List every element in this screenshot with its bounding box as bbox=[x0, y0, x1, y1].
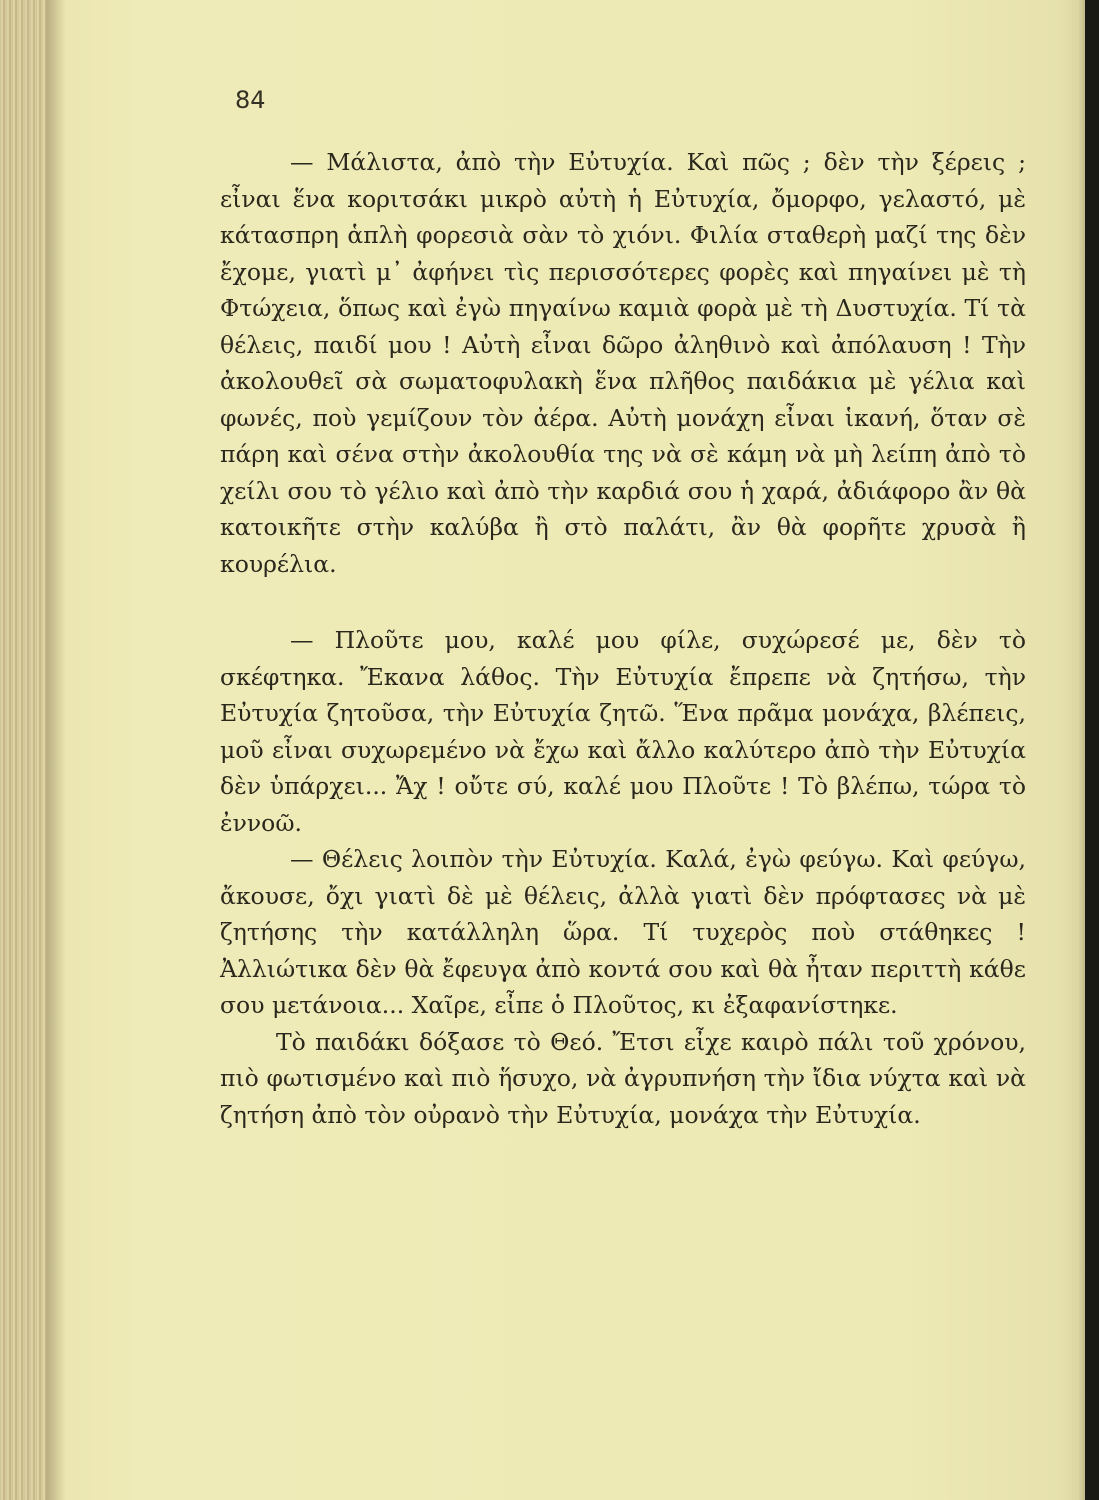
paragraph-2: — Πλοῦτε μου, καλέ μου φίλε, συχώρεσέ με, δὲν τὸ σκέφτηκα. Ἔκανα λάθος. Τὴν Εὐτυχία ἔπρεπε νὰ ζητήσω, τὴν Εὐτυχία ζητοῦσα, τὴν Εὐτυχία ζητῶ. Ἕνα πρᾶμα μονάχα, βλέπεις, μοῦ εἶναι συχωρεμένο νὰ ἔχω καὶ ἄλλο καλύτερο ἀπὸ τὴν Εὐτυχία δὲν ὑπάρχει... Ἄχ ! οὔτε σύ, καλέ μου Πλοῦτε ! Τὸ βλέπω, τώρα τὸ ἐννοῶ. bbox=[220, 626, 1026, 837]
paragraph-gap bbox=[220, 582, 1026, 622]
body-text bbox=[220, 144, 1026, 1133]
page-right-edge bbox=[1077, 0, 1085, 1500]
page-number: 84 bbox=[235, 86, 266, 114]
book-spine-edge bbox=[0, 0, 46, 1500]
paragraph-4: Τὸ παιδάκι δόξασε τὸ Θεό. Ἔτσι εἶχε καιρὸ πάλι τοῦ χρόνου, πιὸ φωτισμένο καὶ πιὸ ἥσυχο, νὰ ἀγρυπνήση τὴν ἴδια νύχτα καὶ νὰ ζητήση ἀπὸ τὸν οὐρανὸ τὴν Εὐτυχία, μονάχα τὴν Εὐτυχία. bbox=[220, 1027, 1026, 1129]
scan-border bbox=[1085, 0, 1099, 1500]
page-gutter-shadow bbox=[46, 0, 66, 1500]
paragraph-1: — Μάλιστα, ἀπὸ τὴν Εὐτυχία. Καὶ πῶς ; δὲν τὴν ξέρεις ; εἶναι ἕνα κοριτσάκι μικρὸ αὐτὴ ἡ Εὐτυχία, ὄμορφο, γελαστό, μὲ κάτασπρη ἁπλὴ φορεσιὰ σὰν τὸ χιόνι. Φιλία σταθερὴ μαζί της δὲν ἔχομε, γιατὶ μ᾿ ἀφήνει τὶς περισσότερες φορὲς καὶ πηγαίνει μὲ τὴ Φτώχεια, ὅπως καὶ ἐγὼ πηγαίνω καμιὰ φορὰ μὲ τὴ Δυστυχία. Τί τὰ θέλεις, παιδί μου ! Αὐτὴ εἶναι δῶρο ἀληθινὸ καὶ ἀπόλαυση ! Τὴν ἀκολουθεῖ σὰ σωματοφυλακὴ ἕνα πλῆθος παιδάκια μὲ γέλια καὶ φωνές, ποὺ γεμίζουν τὸν ἀέρα. Αὐτὴ μονάχη εἶναι ἱκανή, ὅταν σὲ πάρη καὶ σένα στὴν ἀκολουθία της νὰ σὲ κάμη νὰ μὴ λείπη ἀπὸ τὸ χείλι σου τὸ γέλιο καὶ ἀπὸ τὴν καρδιά σου ἡ χαρά, ἀδιάφορο ἂν θὰ κατοικῆτε στὴν καλύβα ἢ στὸ παλάτι, ἂν θὰ φορῆτε χρυσὰ ἢ κουρέλια. bbox=[220, 148, 1026, 578]
paragraph-3: — Θέλεις λοιπὸν τὴν Εὐτυχία. Καλά, ἐγὼ φεύγω. Καὶ φεύγω, ἄκουσε, ὄχι γιατὶ δὲ μὲ θέλεις, ἀλλὰ γιατὶ δὲν πρόφτασες νὰ μὲ ζητήσης τὴν κατάλληλη ὥρα. Τί τυχερὸς ποὺ στάθηκες ! Ἀλλιώτικα δὲν θὰ ἔφευγα ἀπὸ κοντά σου καὶ θὰ ἦταν περιττὴ κάθε σου μετάνοια... Χαῖρε, εἶπε ὁ Πλοῦτος, κι ἐξαφανίστηκε. bbox=[220, 845, 1026, 1019]
